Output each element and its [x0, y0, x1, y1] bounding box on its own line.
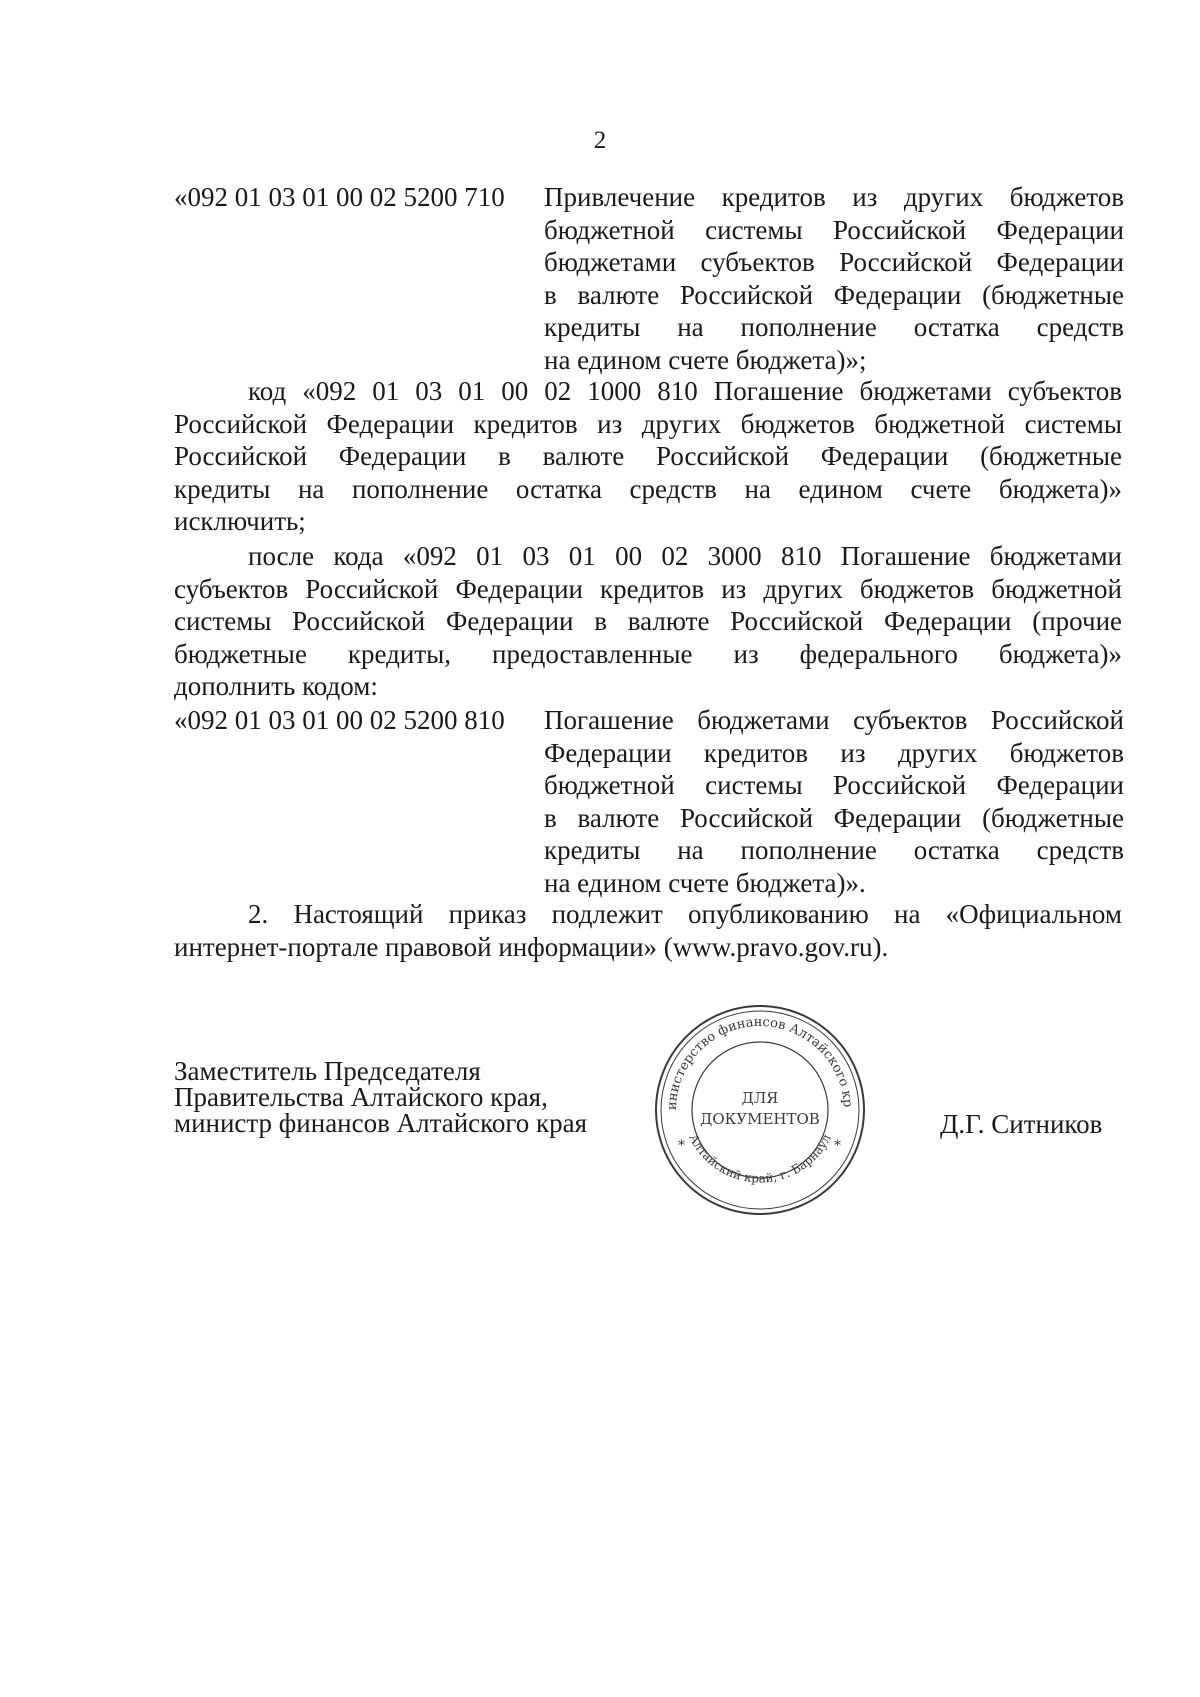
- paragraph: [174, 540, 1122, 703]
- text-line: исключить;: [174, 506, 306, 536]
- budget-code-description: [544, 704, 1124, 899]
- text-line: бюджетами субъектов Российской Федерации: [544, 247, 1124, 277]
- text-line: Российской Федерации в валюте Российской Федерации (бюджетные: [174, 441, 1122, 471]
- text-line: бюджетной системы Российской Федерации: [544, 770, 1124, 800]
- text-line: бюджетной системы Российской Федерации: [544, 214, 1124, 245]
- text-line: в валюте Российской Федерации (бюджетные: [544, 802, 1124, 833]
- text-line: интернет-портале правовой информации» (www.pravo.gov.ru).: [174, 931, 889, 962]
- paragraph: [174, 375, 1122, 538]
- star-icon: *: [678, 1138, 685, 1154]
- signer-name: Д.Г. Ситников: [940, 1109, 1103, 1139]
- text-line: дополнить кодом:: [174, 671, 378, 701]
- text-line: на едином счете бюджета)»;: [544, 344, 867, 375]
- signer-position-line: министр финансов Алтайского края: [174, 1108, 588, 1138]
- text-line: Российской Федерации кредитов из других бюджетов бюджетной системы: [174, 408, 1122, 439]
- text-line: Погашение бюджетами субъектов Российской: [544, 705, 1124, 735]
- text-line: кредиты на пополнение остатка средств: [544, 835, 1124, 865]
- paragraph: [174, 898, 1122, 963]
- signer-position-line: Заместитель Председателя: [174, 1056, 481, 1086]
- stamp-bottom-text: Алтайский край, г. Барнаул: [686, 1131, 834, 1186]
- page-number: 2: [593, 127, 607, 154]
- budget-code: «092 01 03 01 00 02 5200 710: [174, 182, 505, 212]
- text-line: бюджетные кредиты, предоставленные из федерального бюджета)»: [174, 638, 1122, 669]
- text-line: субъектов Российской Федерации кредитов из других бюджетов бюджетной: [174, 573, 1122, 604]
- text-line: Привлечение кредитов из других бюджетов: [544, 182, 1124, 212]
- budget-code: «092 01 03 01 00 02 5200 810: [174, 705, 505, 735]
- signer-position-line: Правительства Алтайского края,: [174, 1082, 548, 1112]
- stamp-center-line: ДЛЯ: [741, 1089, 779, 1107]
- signer-position: [174, 1058, 587, 1136]
- text-line: кредиты на пополнение остатка средств: [544, 312, 1124, 342]
- text-line: 2. Настоящий приказ подлежит опубликованию на «Официальном: [248, 899, 1122, 929]
- text-line: в валюте Российской Федерации (бюджетные: [544, 279, 1124, 310]
- official-stamp: [650, 1000, 870, 1220]
- stamp-center-line: ДОКУМЕНТОВ: [700, 1110, 820, 1128]
- text-line: системы Российской Федерации в валюте Российской Федерации (прочие: [174, 606, 1122, 636]
- text-line: Федерации кредитов из других бюджетов: [544, 737, 1124, 768]
- text-line: после кода «092 01 03 01 00 02 3000 810 Погашение бюджетами: [248, 541, 1122, 571]
- text-line: на едином счете бюджета)».: [544, 867, 866, 898]
- star-icon: *: [834, 1138, 841, 1154]
- text-line: код «092 01 03 01 00 02 1000 810 Погашение бюджетами субъектов: [248, 376, 1122, 406]
- budget-code-description: [544, 181, 1124, 376]
- text-line: кредиты на пополнение остатка средств на едином счете бюджета)»: [174, 473, 1122, 504]
- stamp-outer-text: инистерство финансов Алтайского кр: [664, 1014, 856, 1111]
